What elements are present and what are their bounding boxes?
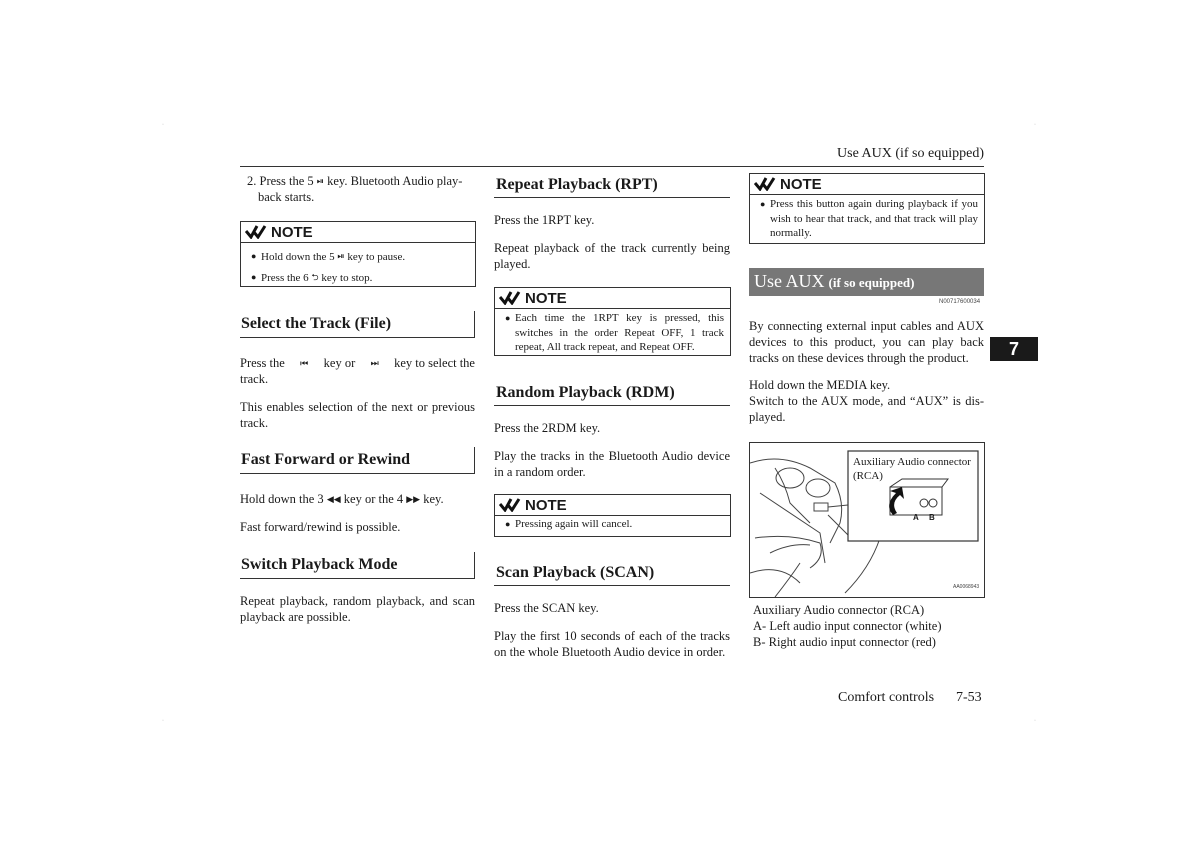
figure-caption [753, 602, 988, 650]
heading-rule [494, 585, 730, 586]
aux-title-main: Use AUX [754, 271, 825, 291]
note-label: NOTE [780, 175, 822, 193]
scan-paragraph-2: Play the first 10 seconds of each of the tracks on the whole Bluetooth Audio device in order. [494, 629, 730, 659]
fast-forward-icon: ▶▶ [406, 494, 421, 504]
note-check-icon [245, 225, 267, 239]
caption-line: B- Right audio input connector (red) [753, 635, 936, 649]
caption-line: Auxiliary Audio connector (RCA) [753, 603, 925, 617]
note-text: key to pause. [347, 251, 406, 263]
repeat-paragraph-2: Repeat playback of the track currently being played. [494, 241, 730, 271]
note-item [251, 249, 469, 265]
figure-code: AA0068943 [953, 584, 980, 590]
step-2-prefix: 2. Press the 5 [247, 174, 314, 188]
heading-random: Random Playback (RDM) [496, 384, 675, 401]
caption-line: A- Left audio input connector (white) [753, 619, 942, 633]
fast-forward-paragraph-2: Fast forward/rewind is possible. [240, 520, 401, 534]
rewind-icon: ◀◀ [326, 494, 341, 504]
select-track-paragraph-2: This enables selection of the next or previous track. [240, 400, 475, 430]
note-header [495, 288, 730, 309]
note-check-icon [499, 498, 521, 512]
document-code: N00717600034 [939, 299, 981, 305]
skip-back-icon: ⏮ [300, 358, 309, 368]
heading-rule [494, 197, 730, 198]
step-2-suffix: key. Bluetooth Audio play- [327, 174, 463, 188]
note-box-random [494, 494, 731, 537]
heading-fast-forward: Fast Forward or Rewind [241, 451, 411, 468]
note-item [505, 517, 724, 532]
note-text: key to stop. [321, 271, 373, 284]
text-line: Hold down the MEDIA key. [749, 378, 891, 392]
heading-rule-side [474, 552, 475, 579]
text-span: Hold down the 3 [240, 492, 324, 506]
bullet-icon: ● [760, 199, 766, 209]
label-a: A [913, 513, 919, 522]
text-span: key to select the [394, 356, 475, 370]
aux-connector-figure [749, 442, 985, 598]
select-track-paragraph-1 [240, 355, 475, 387]
switch-mode-paragraph: Repeat playback, random playback, and scan playback are possible. [240, 594, 475, 624]
note-check-icon [754, 177, 776, 191]
text-span: key or the 4 [343, 492, 404, 506]
note-label: NOTE [525, 289, 567, 307]
note-box-repeat [494, 287, 731, 356]
note-item [251, 270, 469, 286]
heading-rule [240, 578, 475, 579]
crop-mark: · [1034, 122, 1036, 128]
note-label: NOTE [525, 496, 567, 514]
bullet-icon: ● [505, 313, 511, 323]
figure-callout: Auxiliary Audio connector (RCA) [853, 456, 971, 482]
crop-mark: · [162, 122, 164, 128]
heading-select-track: Select the Track (File) [241, 315, 392, 332]
label-b: B [929, 513, 935, 522]
heading-scan: Scan Playback (SCAN) [496, 564, 655, 581]
aux-paragraph-2 [749, 377, 984, 425]
note-header [495, 495, 730, 516]
text-line: Switch to the AUX mode, and “AUX” is dis-played. [749, 394, 984, 424]
header-rule [240, 166, 984, 167]
aux-title-sub: (if so equipped) [828, 275, 915, 290]
note-text: Pressing again will cancel. [515, 518, 633, 530]
skip-forward-icon: ⏭ [370, 358, 379, 368]
note-text: Press this button again during playback if you wish to hear that track, and that track will play normally. [770, 198, 978, 239]
heading-rule [240, 473, 475, 474]
bullet-icon: ● [251, 271, 257, 282]
note-check-icon [499, 291, 521, 305]
note-text: Press the 6 [261, 271, 309, 284]
step-2-line2: back starts. [258, 190, 315, 204]
note-text: Hold down the 5 [261, 251, 335, 263]
heading-rule [240, 337, 475, 338]
text-span: Press the [240, 356, 285, 370]
note-item [760, 197, 978, 241]
play-pause-icon: ⏯ [316, 176, 324, 186]
random-paragraph-1: Press the 2RDM key. [494, 421, 601, 435]
play-pause-icon: ⏯ [337, 251, 345, 261]
scan-paragraph-1: Press the SCAN key. [494, 601, 599, 615]
footer-section: Comfort controls [838, 690, 935, 705]
footer-page-number: 7-53 [956, 690, 982, 705]
back-icon: ⮌ [311, 271, 319, 282]
note-text: Each time the 1RPT key is pressed, this switches in the order Repeat OFF, 1 track repeat, All track repeat, and Repeat OFF. [515, 312, 724, 353]
note-header [241, 222, 475, 243]
random-paragraph-2: Play the tracks in the Bluetooth Audio device in a random order. [494, 449, 730, 479]
heading-switch-mode: Switch Playback Mode [241, 556, 398, 573]
chapter-tab: 7 [990, 337, 1038, 361]
bullet-icon: ● [251, 251, 257, 261]
step-2 [247, 173, 475, 205]
aux-paragraph-1: By connecting external input cables and AUX devices to this product, you can play back tracks on these devices through the product. [749, 319, 984, 365]
text-line: track. [240, 372, 269, 386]
section-title-use-aux [749, 268, 984, 296]
note-label: NOTE [271, 223, 313, 241]
text-span: key. [423, 492, 444, 506]
text-span: key or [323, 356, 356, 370]
crop-mark: · [1034, 718, 1036, 724]
heading-rule [494, 405, 730, 406]
page-header-title: Use AUX (if so equipped) [837, 146, 984, 161]
note-box-playback [240, 221, 476, 287]
heading-repeat: Repeat Playback (RPT) [496, 176, 658, 193]
repeat-paragraph-1: Press the 1RPT key. [494, 213, 595, 227]
bullet-icon: ● [505, 519, 511, 529]
heading-rule-side [474, 311, 475, 338]
fast-forward-paragraph-1 [240, 491, 475, 507]
crop-mark: · [162, 718, 164, 724]
note-item [505, 311, 724, 355]
note-box-scan [749, 173, 985, 244]
note-header [750, 174, 984, 195]
heading-rule-side [474, 447, 475, 474]
